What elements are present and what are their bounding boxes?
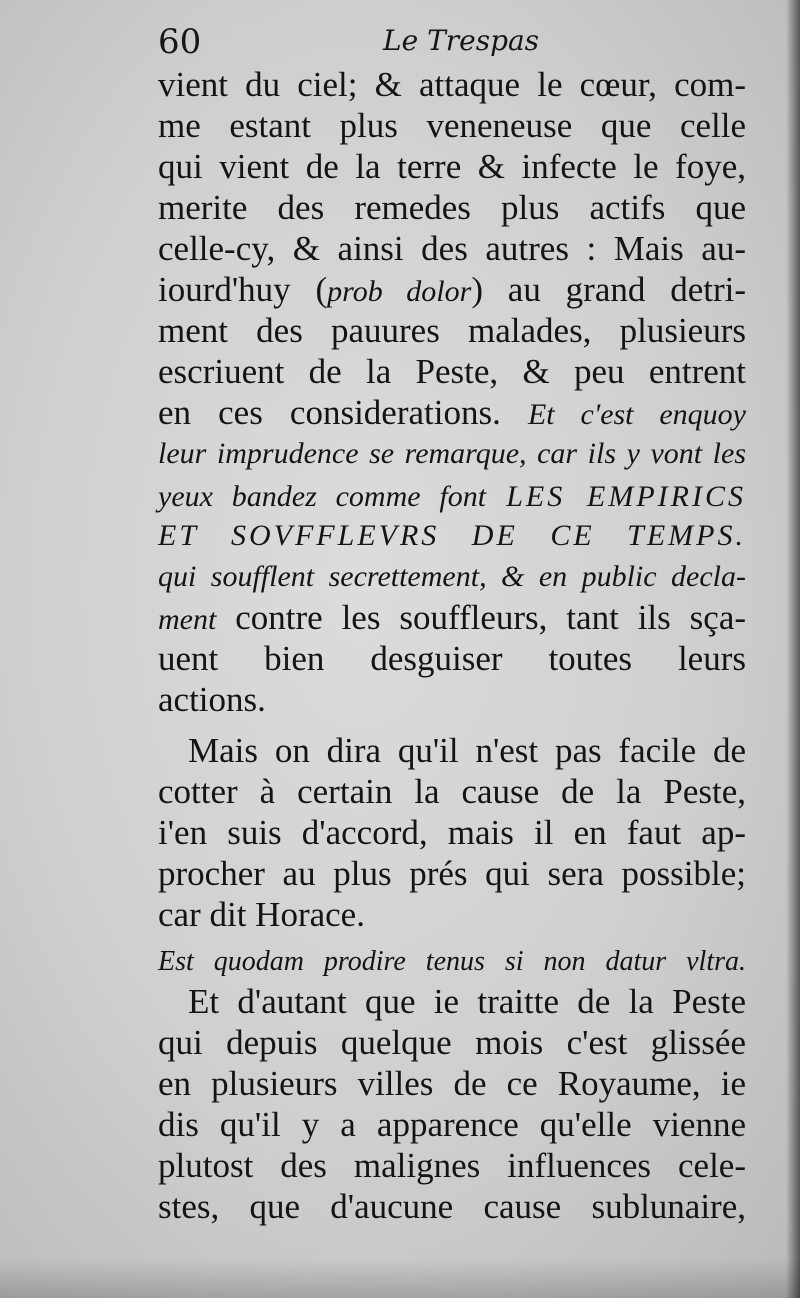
text-segment: en ces considerations. xyxy=(158,393,501,432)
italic-line: qui soufflent secrettement, & en public decla- xyxy=(158,560,746,593)
text-line: vient du ciel; & attaque le cœur, com- xyxy=(158,65,746,104)
running-title: Le Trespas xyxy=(383,24,540,57)
page-number: 60 xyxy=(158,22,202,62)
text-line-mixed xyxy=(158,269,746,310)
paragraph-start: Mais on dira qu'il n'est pas facile de xyxy=(188,731,746,770)
text-line: dis qu'il y a apparence qu'elle vienne xyxy=(158,1105,746,1144)
text-line: procher au plus prés qui sera possible; xyxy=(158,854,746,893)
text-line: actions. xyxy=(158,680,266,719)
italic-line: leur imprudence se remarque, car ils y vont les xyxy=(158,437,746,470)
text-line: qui vient de la terre & infecte le foye, xyxy=(158,147,746,186)
text-segment: contre les souffleurs, tant ils sça- xyxy=(235,598,747,637)
text-line-mixed xyxy=(158,392,746,433)
paragraph-start: Et d'autant que ie traitte de la Peste xyxy=(188,982,746,1021)
text-line: qui depuis quelque mois c'est glissée xyxy=(158,1023,746,1062)
text-line: stes, que d'aucune cause sublunaire, xyxy=(158,1187,746,1226)
text-line: ment des pauures malades, plusieurs xyxy=(158,311,746,350)
text-line: i'en suis d'accord, mais il en faut ap- xyxy=(158,813,746,852)
text-segment: ) au grand detri- xyxy=(471,270,746,309)
italic-segment: Et c'est enquoy xyxy=(527,398,746,431)
text-line: en plusieurs villes de ce Royaume, ie xyxy=(158,1064,746,1103)
italic-segment: yeux bandez comme font xyxy=(158,480,487,513)
text-line: me estant plus veneneuse que celle xyxy=(158,106,746,145)
caps-line: ET SOVFFLEVRS DE CE TEMPS. xyxy=(158,519,746,552)
text-line: car dit Horace. xyxy=(158,895,365,934)
italic-segment: ment xyxy=(158,603,217,636)
page-bottom-shadow xyxy=(0,1258,800,1298)
text-line: escriuent de la Peste, & peu entrent xyxy=(158,352,746,391)
text-line: plutost des malignes influences cele- xyxy=(158,1146,746,1185)
latin-quotation: Est quodam prodire tenus si non datur vltra. xyxy=(158,946,746,977)
text-line: celle-cy, & ainsi des autres : Mais au- xyxy=(158,229,746,268)
text-line: merite des remedes plus actifs que xyxy=(158,188,746,227)
latin-phrase: prob dolor xyxy=(327,275,472,308)
text-line: uent bien desguiser toutes leurs xyxy=(158,639,746,678)
text-line-mixed xyxy=(158,597,746,638)
caps-segment: LES EMPIRICS xyxy=(506,480,746,513)
page-header xyxy=(158,20,748,64)
text-block xyxy=(158,64,746,1227)
text-line-mixed xyxy=(158,474,746,515)
text-segment: iourd'huy ( xyxy=(158,270,328,309)
text-line: cotter à certain la cause de la Peste, xyxy=(158,772,746,811)
page-edge-shadow xyxy=(786,0,800,1298)
